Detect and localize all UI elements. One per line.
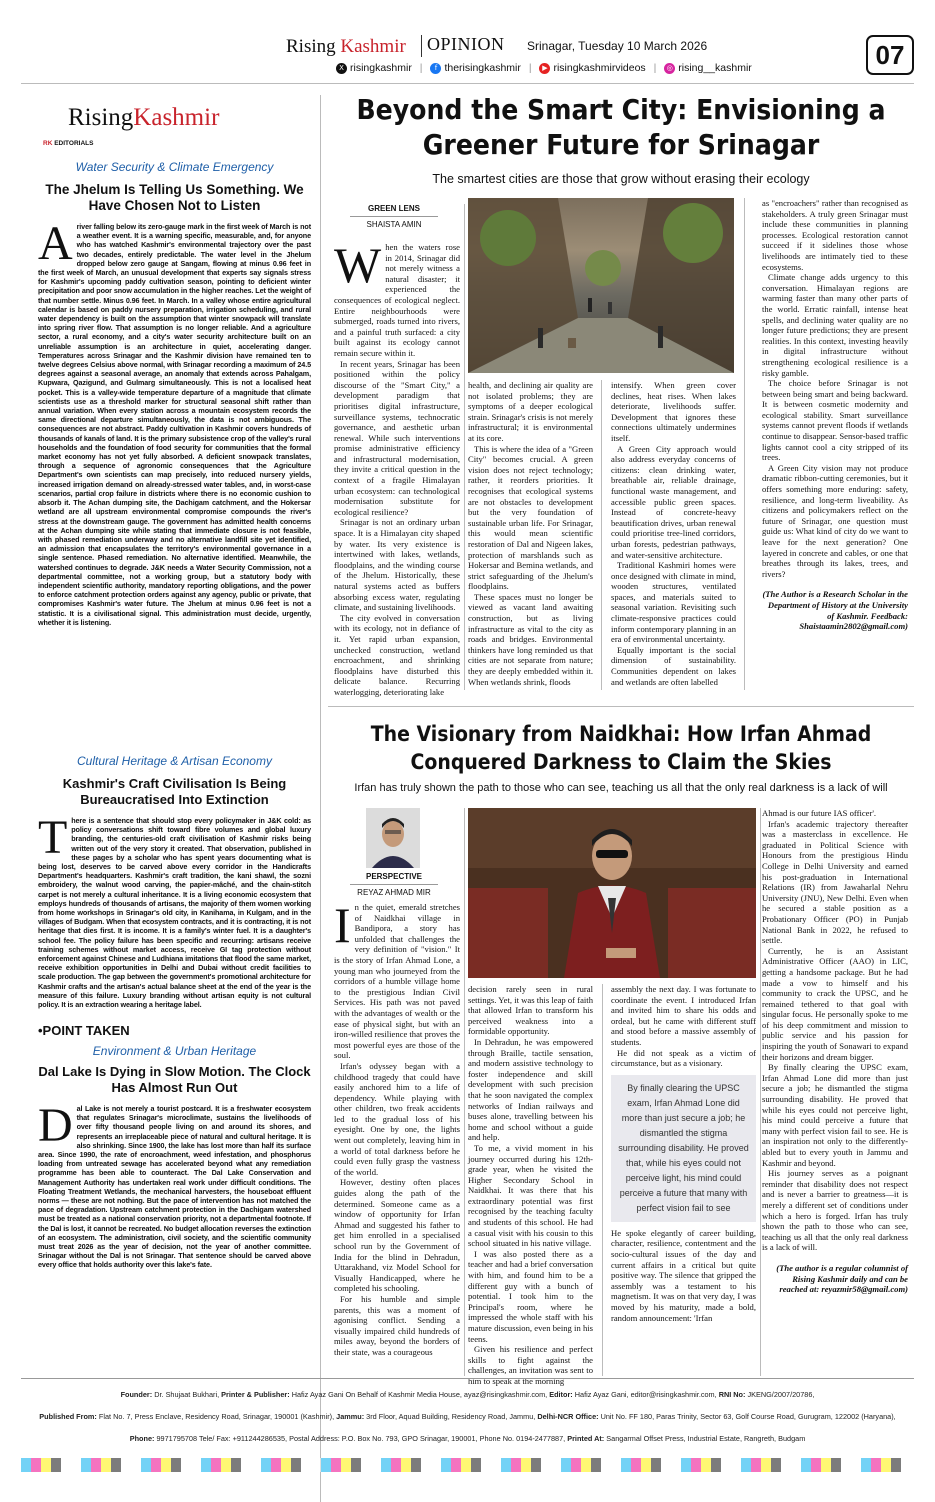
paragraph: This is where the idea of a "Green City" becomes crucial. A green vision does not reject technology; rather, it reorders priorities. It recognises that ecological systems are not obstacles to development but the very foundation of sustainable urban life. For Srinagar, this would mean scientific restoration of Dal and Nigeen lakes, protection of marshlands such as Hokersar and Bemina wetlands, and strict safeguarding of the Jhelum's floodplains. — [468, 443, 593, 592]
editorial-2-headline: Kashmir's Craft Civilisation Is Being Bureaucratised Into Extinction — [62, 776, 287, 807]
paragraph: However, destiny often places guides along the path of the determined. Someone came as a window of opportunity for Irfan Ahmad and suggested his father to get him enrolled in a specialised school run by the Government of India for the blind in Dehradun, Uttarakhand, viz Model School for Visually Handicapped, where he completed his schooling. — [334, 1177, 460, 1294]
section-title: OPINION — [427, 34, 505, 54]
paragraph: health, and declining air quality are not isolated problems; they are symptoms of a deeper ecological strain. Srinagar's crisis is not merely infrastructural; it is environmental at its core. — [468, 380, 593, 443]
editorials-label: RK EDITORIALS — [43, 140, 94, 147]
author-headshot — [366, 808, 420, 868]
social-instagram[interactable]: ◎ rising__kashmir — [664, 62, 752, 74]
editorial-3-headline: Dal Lake Is Dying in Slow Motion. The Clock Has Almost Run Out — [38, 1064, 311, 1095]
author-note: (The author is a regular columnist of Rising Kashmir daily and can be reached at: reyazmir58@gmail.com) — [776, 1262, 908, 1295]
editorial-1 — [38, 160, 311, 627]
author-name: SHAISTA AMIN — [366, 220, 422, 229]
paragraph: Traditional Kashmiri homes were once designed with climate in mind, wooden structures, ventilated spaces, and materials suited to seasonal variation. Revisiting such climate-responsive practices could inform contemporary planning in an era of environmental uncertainty. — [611, 560, 736, 645]
dateline: Srinagar, Tuesday 10 March 2026 — [527, 39, 708, 53]
editorials-divider — [320, 95, 321, 1502]
social-x[interactable]: X risingkashmir — [336, 62, 412, 74]
article-2-col-1 — [334, 897, 460, 1358]
footer-rule — [21, 1378, 914, 1379]
article-1-headline: Beyond the Smart City: Envisioning a Greener Future for Srinagar — [356, 93, 886, 161]
subject-photo — [468, 808, 756, 978]
paragraph: In recent years, Srinagar has been positioned within the policy discourse of the "Smart City," a development paradigm that prioritises digital infrastructure, surveillance systems, technocratic governance, and aesthetic urban renewal. While such interventions promise administrative efficiency and infrastructural modernisation, they invite a critical question in the context of a fragile Himalayan urban ecosystem: can technological modernisation substitute for ecological resilience? — [334, 358, 460, 517]
paragraph: To me, a vivid moment in his journey occurred during his 12th-grade year, when he visited the Higher Secondary School in Naidkhai. It was there that his extraordinary potential was first recognised by the teaching faculty and students of this school. He had a casual visit with his cousin to this school situated in his native village. — [468, 1142, 593, 1249]
byline-block — [334, 204, 454, 229]
editorial-3-body: Dal Lake is not merely a tourist postcard. It is a freshwater ecosystem that regulates Srinagar's microclimate, sustains the livelihoods of over fifty thousand people living on and around its shores, and represents an irreplaceable piece of natural and cultural heritage. It is also shrinking. Since 1900, the lake has lost more than half its surface area. Since 1990, the rate of encroachment, weed infestation, and phosphorus loading from untreated sewage has accelerated beyond what any remediation programme has been able to counteract. The Dal Lake Conservation and Management Authority has undertaken real work under difficult conditions. The Floating Treatment Wetlands, the mechanical harvesters, the houseboat effluent norms — these are not nothing. But the pace of intervention has not matched the pace of degradation. Upstream catchment protection in the Dachigam watershed must be treated as a national conservation priority, not a departmental footnote. If the Dal is lost, it cannot be recreated. No budget allocation reverses the extinction of an ecosystem. The administration, civil society, and the scientific community must treat 2026 as the year of decision, not the year of another committee. Srinagar without the Dal is not Srinagar. That sentence should be carved above every office that holds authority over this lake's fate. — [38, 1099, 311, 1270]
paragraph: He did not speak as a victim of circumstance, but as a visionary. — [611, 1047, 756, 1069]
paragraph: He spoke elegantly of career building, character, resilience, contentment and the socio-cultural issues of the day and current affairs in a critical but quite positive way. The silence that gripped the assembly was a testament to his magnetism. It was on that very day, I was moved by his maturity, made a bold, random announcement: 'Irfan — [611, 1227, 756, 1323]
author-name: REYAZ AHMAD MIR — [357, 888, 431, 897]
article-1-col-1 — [334, 237, 460, 698]
masthead — [0, 0, 935, 82]
article-1-col-4 — [762, 198, 908, 632]
paragraph: Climate change adds urgency to this conversation. Himalayan regions are warming faster than many other parts of the world. Erratic rainfall, intense heat spells, and declining water quality are no longer future predictions; they are present realities. In this context, investing heavily in digital infrastructure without strengthening ecological resilience is a risky gamble. — [762, 272, 908, 378]
editorial-2-body: There is a sentence that should stop every policymaker in J&K cold: as policy conversations shift toward fibre volumes and global luxury branding, the centuries-old craft civilisation of Kashmir risks being written out of the very story it created. That observation, published in these pages by a scholar who has spent years documenting what is being lost, deserves to be carved above every corridor in the Handicrafts Department's headquarters. Kashmir's craft tradition, the kani shawl, the sozni embroidery, the walnut wood carving, the papier-mâché, and the chain-stitch carpet is not merely a cultural inheritance. It is a living economic ecosystem that employs hundreds of thousands of artisans, the majority of them women working from home workshops in Srinagar's old city, in Kanihama, in Kulgam, and in the villages of Budgam. When that ecosystem contracts, and it is contracting, it is not heritage that dies first. It is income. It is a family's winter fuel. It is a daughter's school fee. The policy failure has been specific and recurring: artisans receive training schemes without market access, receive GI tag protection without enforcement against Chinese and Ludhiana imitations that flood the same market, receive exhibition opportunities in Delhi and Dubai without credit facilities to scale production. The gap between the government's promotional architecture for Kashmir crafts and the artisan's actual balance sheet at the end of the year is the measure of this failure. Luxury branding without artisan equity is not cultural policy. It is an extraction wearing a heritage label. — [38, 811, 311, 1010]
paragraph: Srinagar is not an ordinary urban space. It is a Himalayan city shaped by water. Its very existence is intertwined with lakes, wetlands, floodplains, and the winding course of the Jhelum. Historically, these natural systems acted as buffers absorbing excess water, regulating climate, and sustaining livelihoods. — [334, 517, 460, 613]
registration-strip — [21, 1458, 914, 1472]
portrait-illustration — [468, 808, 756, 978]
byline-block — [334, 872, 454, 897]
imprint-line-3: Phone: 9971795708 Tele/ Fax: +911244286535, Postal Address: P.O. Box No. 793, GPO Srinagar, 190001, Phone No. 0194-2477887, Printed At: Sangarmal Offset Press, Industrial Estate, Rangreth, Budgam — [129, 1434, 806, 1443]
paragraph: These spaces must no longer be viewed as vacant land awaiting construction, but as living infrastructure as vital to the city as roads and bridges. Environmental thinkers have long reminded us that cities are not separate from nature; they are deeply embedded within it. When wetlands shrink, floods — [468, 591, 593, 687]
paragraph: Given his resilience and perfect skills to fight against the challenges, an invitation was sent to him to speak at the morning — [468, 1344, 593, 1386]
article-2 — [326, 712, 916, 1392]
column-label: PERSPECTIVE — [365, 872, 422, 881]
avatar-illustration — [366, 808, 420, 868]
masthead-rule — [21, 83, 914, 84]
brand-kashmir: Kashmir — [340, 36, 406, 57]
instagram-icon: ◎ — [664, 63, 675, 74]
editorial-3-tag: Environment & Urban Heritage — [92, 1044, 257, 1058]
rk-mark: RK — [43, 140, 53, 147]
editorials-logo: RisingKashmir — [68, 104, 220, 131]
article-2-col-2 — [468, 984, 593, 1387]
paragraph: I was also posted there as a teacher and had a brief conversation with him, and found him to be a different guy with a bunch of potential. I took him to the Principal's room, where he impressed the whole staff with his mature discussion, even being in his teens. — [468, 1248, 593, 1344]
paragraph: assembly the next day. I was fortunate to coordinate the event. I introduced Irfan and invited him to share his odds and ordeal, but he came with different stuff and stood before a massive assembly of students. — [611, 984, 756, 1047]
point-taken-kicker: •POINT TAKEN — [38, 1023, 130, 1038]
paragraph: as "encroachers" rather than recognised as stakeholders. A truly green Srinagar must include these communities in planning processes. Ecological restoration cannot succeed if it sidelines those whose livelihoods are intimately tied to these ecosystems. — [762, 198, 908, 272]
paragraph: intensify. When green cover declines, heat rises. When lakes deteriorate, livelihoods suffer. Development that ignores these connections ultimately undermines itself. — [611, 380, 736, 443]
imprint-line-2: Published From: Flat No. 7, Press Enclave, Residency Road, Srinagar, 190001 (Kashmir), Jammu: 3rd Floor, Aquad Building, Residency Road, Jammu, Delhi-NCR Office: Unit No. FF 180, Paras Trinity, Sector 63, Golf Course Road, Gurugram, 122002 (Haryana), — [39, 1412, 896, 1421]
article-2-col-3 — [611, 984, 756, 1323]
author-note: (The Author is a Research Scholar in the Department of History at the University of Kashmir. Feedback: Shaistaamin2802@gmail.com) — [762, 589, 908, 632]
street-scene-illustration — [468, 198, 734, 373]
social-bar: X risingkashmir | f therisingkashmir | ▶ risingkashmirvideos | ◎ rising__kashmir — [336, 62, 752, 74]
column-rule — [464, 204, 465, 690]
column-rule — [760, 808, 761, 1376]
brand-rising: Rising — [286, 36, 336, 57]
editorial-1-body: Ariver falling below its zero-gauge mark in the first week of March is not a weather event. It is a warning specific, measurable, and, for anyone who has watched Kashmir's environmental trajectory over the past two decades, entirely predictable. The water level in the Jhelum dropped below zero gauge at Sangam, flowing at minus 0.96 feet in the first week of March, an unusual development that experts say signals stress for Kashmir's upcoming paddy cultivation season, pointing to deficient winter precipitation and poor snow accumulation in the higher reaches. Let the weight of that number settle. Minus 0.96 feet. In March. In a valley whose entire agricultural calendar is based on paddy nursery preparation, irrigation scheduling, and rural water dependency is built on the assumption that winter snowpack will translate into spring river flow. That assumption is no longer reliable. And a agriculture sector, a rural economy, and a city's water security architecture built on an unreliable assumption is an architecture in quiet, accelerating danger. Temperatures across Srinagar and the Kashmir division have remained ten to twelve degrees Celsius above normal, with Srinagar recording a maximum of 24.5 degrees against a seasonal average, an anomaly that extends across Pahalgam, Kupwara, Qazigund, and Gulmarg simultaneously. This is not a localised heat pocket. This is a valley-wide temperature departure of a magnitude that climate scientists use as a threshold marker for structural seasonal shift rather than annual variation. When every station across a mountain ecosystem records the same directional departure simultaneously, the data is not ambiguous. The consequences are not abstract. Paddy cultivation in Kashmir covers hundreds of thousands of kanals of land. It is the primary subsistence crop of the valley's rural households and the foundation of food security for communities that the formal market economy has not yet fully absorbed. A deficient snowpack translates, through a sequence of agronomic consequences that the Agriculture Department's own scientists can map precisely, into reduced nursery yields, increased irrigation demand on already-stressed water tables, and, in worst-case scenarios, partial crop failure in districts where there is no economic cushion to absorb it. The Achan dumping site, the Dachigam catchment, and the Hokersar wetland are all upstream environmental compromise compounds the river's stress at the downstream gauge. The government has admitted health concerns at the Achan dumping site while stating that immediate closure is not feasible, with phased remediation underway and no alternative landfill site yet identified, an admission that encapsulates the territory's environmental governance in a single sentence. Phased remediation. No alternative identified. Meanwhile, the watershed continues to degrade. J&K needs a Water Security Commission, not a departmental committee, not a working group, but a statutory body with independent scientific authority, mandatory reporting obligations, and the power to enforce catchment protection orders against any agency, public or private, that compromises Kashmir's water future. The Jhelum at minus 0.96 feet is not a statistic. It is a civilisational signal. This administration must decide, urgently, whether it is listening. — [38, 217, 311, 627]
footer-imprint — [21, 1384, 914, 1450]
column-rule — [744, 198, 745, 690]
editorial-1-headline: The Jhelum Is Telling Us Something. We Have Chosen Not to Listen — [45, 182, 304, 213]
paragraph: decision rarely seen in rural settings. Yet, it was this leap of faith that allowed Irfan to transform his perceived weakness into a formidable opportunity. — [468, 984, 593, 1037]
editorial-2-tag: Cultural Heritage & Artisan Economy — [77, 754, 272, 768]
paragraph: Currently, he is an Assistant Administrative Officer (AAO) in LIC, getting a handsome package. But he had made a vow to himself and his community to crack the UPSC, and he remained tethered to that goal with singular focus. He personally spoke to me of his deep commitment and mission to public service and his passion for inspiring the youth of Sonawari to expand their horizons and dream bigger. — [762, 945, 908, 1062]
imprint-line-1: Founder: Dr. Shujaat Bukhari, Printer & Publisher: Hafiz Ayaz Gani On Behalf of Kashmir Media House, ayaz@risingkashmir.com, Editor: Hafiz Ayaz Gani, editor@risingkashmir.com, RNI No: JKENG/2007/20786, — [120, 1390, 815, 1399]
social-youtube[interactable]: ▶ risingkashmirvideos — [539, 62, 645, 74]
dropcap: W — [334, 237, 382, 293]
article-1-col-3 — [611, 380, 736, 687]
column-label: GREEN LENS — [367, 204, 420, 213]
dropcap: I — [334, 897, 351, 953]
paragraph: The choice before Srinagar is not between being smart and being backward. It is between cosmetic modernity and ecological stability. Smart surveillance systems cannot prevent floods if wetlands continue to disappear. Sensor-based traffic lights cannot cool a city stripped of its trees. — [762, 378, 908, 463]
paragraph: Ahmad is our future IAS officer'. — [762, 808, 877, 818]
column-rule — [602, 984, 603, 1376]
editorial-1-tag: Water Security & Climate Emergency — [75, 160, 274, 174]
paragraph: hen the waters rose in 2014, Srinagar did not merely witness a natural disaster; it experienced the consequences of ecological neglect. Entire neighbourhoods were submerged, roads turned into rivers, and a painful truth surfaced: a city built against its ecology cannot remain secure within it. — [334, 242, 460, 358]
editorial-2 — [38, 754, 311, 1009]
street-photo — [468, 198, 734, 373]
page-number: 07 — [866, 35, 914, 75]
paragraph: The city evolved in conversation with its ecology, not in defiance of it. Yet rapid urban expansion, unchecked construction, wetland encroachment, and shrinking floodplains have disturbed this delicate balance. Recurring waterlogging, deteriorating lake — [334, 612, 460, 697]
dropcap: T — [38, 811, 68, 864]
social-facebook[interactable]: f therisingkashmir — [430, 62, 520, 74]
article-2-deck: Irfan has truly shown the path to those who can see, teaching us all that the only real darkness is a lack of will — [354, 782, 888, 794]
article-1 — [326, 92, 916, 697]
pull-quote: By finally clearing the UPSC exam, Irfan Ahmad Lone did more than just secure a job; he dismantled the stigma surrounding disability. He proved that, while his eyes could not perceive light, his mind could perceive a future that many with perfect vision fail to see — [611, 1075, 756, 1222]
paragraph: Irfan's academic trajectory thereafter was a masterclass in excellence. He graduated in Political Science with Honours from the prestigious Hindu College in Delhi University and earned his post-graduation in International Relations (IR) from Jawaharlal Nehru University (JNU), New Delhi. Even when he secured a stable position as a Probationary Officer (PO) in Punjab National Bank in 2022, he refused to settle. — [762, 818, 908, 946]
paragraph: By finally clearing the UPSC exam, Irfan Ahmad Lone did more than just secure a job; he dismantled the stigma surrounding disability. He proved that while his eyes could not perceive light, his mind could perceive a future that many with perfect vision fail to see. He is an inspiration not only to the differently-abled but to every youth in Jammu and Kashmir and beyond. — [762, 1062, 908, 1168]
paragraph: n the quiet, emerald stretches of Naidkhai village in Bandipora, a story has unfolded that challenges the very definition of "vision." It is the story of Irfan Ahmad Lone, a young man who journeyed from the corridors of a humble village home to the prestigious Indian Civil Services. His path was not paved with the advantages of wealth or the ease of physical sight, but with an iron-willed resilience that proves the most powerful eyes are those of the soul. — [334, 902, 460, 1061]
column-rule — [601, 380, 602, 690]
brand-divider — [421, 35, 422, 57]
paragraph: A Green City approach would also address everyday concerns of citizens: clean drinking water, breathable air, reliable drainage, functional waste management, and accessible public green spaces. Instead of concrete-heavy beautification drives, urban renewal could prioritise tree-lined corridors, urban forests, pedestrian pathways, and water-sensitive architecture. — [611, 443, 736, 560]
facebook-icon: f — [430, 63, 441, 74]
paragraph: In Dehradun, he was empowered through Braille, tactile sensation, and modern assistive technology to foster independence and skill development with such precision that he soon navigated the complex networks of Indian railways and buses alone, travelling between his home and school without a guide and help. — [468, 1036, 593, 1143]
article-1-deck: The smartest cities are those that grow without erasing their ecology — [432, 172, 810, 186]
column-rule — [464, 808, 465, 1376]
masthead-brand — [286, 36, 406, 58]
article-2-col-4 — [762, 808, 908, 1295]
article-1-col-2 — [468, 380, 593, 687]
paragraph: For his humble and simple parents, this was a moment of agonising conflict. Sending a visually impaired child hundreds of miles away, beyond the borders of their state, was a courageous — [334, 1293, 460, 1357]
article-2-headline: The Visionary from Naidkhai: How Irfan Ahmad Conquered Darkness to Claim the Skies — [370, 722, 872, 774]
article-divider — [328, 706, 914, 707]
paragraph: Equally important is the social dimension of sustainability. Communities dependent on lakes and wetlands are often labelled — [611, 644, 736, 687]
youtube-icon: ▶ — [539, 63, 550, 74]
dropcap: A — [38, 217, 73, 270]
paragraph: A Green City vision may not produce dramatic ribbon-cutting ceremonies, but it offers something more enduring: safety, resilience, and long-term liveability. As citizens and policymakers reflect on the future of Srinagar, one question must guide us: What kind of city do we want to leave for the next generation? One layered in concrete and cables, or one that breathes through its lakes, trees, and rivers? — [762, 462, 908, 579]
editorial-3 — [38, 1023, 311, 1270]
paragraph: Irfan's odyssey began with a childhood tragedy that could have easily anchored him to a life of dependency. While playing with other children, two freak accidents led to the gradual loss of his eyesight. One by one, the lights went out completely, leaving him in a world of total darkness before he could even fully grasp the vastness of the world. — [334, 1060, 460, 1177]
paragraph: His journey serves as a poignant reminder that disability does not respect and is never a barrier to greatness—it is merely a different set of conditions under which a hero is forged. Irfan has truly shown the path to those who can see, teaching us all that the only real darkness is a lack of will. — [762, 1168, 908, 1253]
dropcap: D — [38, 1099, 73, 1152]
x-icon: X — [336, 63, 347, 74]
